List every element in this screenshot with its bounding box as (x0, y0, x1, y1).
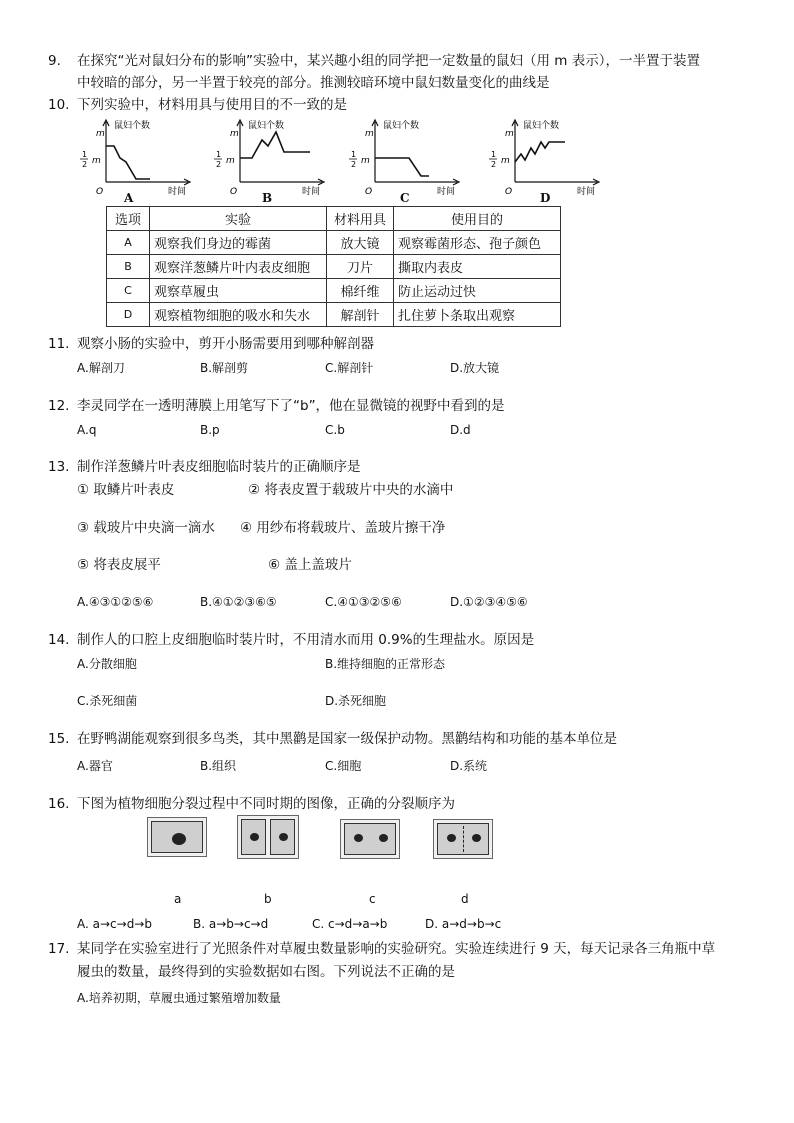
table-header-row (107, 207, 561, 231)
y-axis-label: 鼠妇个数 (523, 121, 560, 131)
q13-option-c: C.④①③②⑤⑥ (325, 595, 402, 609)
cell-label-b: b (264, 892, 272, 906)
q9-text-line2: 中较暗的部分，另一半置于较亮的部分。推测较暗环境中鼠妇数量变化的曲线是 (77, 75, 550, 91)
cell-image-c (340, 819, 400, 859)
q16-number: 16. (48, 796, 70, 812)
q13-step-5: ⑤ 将表皮展平 (77, 557, 161, 573)
half-m-label: m (92, 156, 101, 166)
origin-label: O (365, 187, 373, 196)
q14-option-d: D.杀死细胞 (325, 694, 387, 708)
q12-option-b: B.p (200, 423, 220, 437)
q14-option-c: C.杀死细菌 (77, 694, 138, 708)
q14-text: 制作人的口腔上皮细胞临时装片时，不用清水而用 0.9%的生理盐水。原因是 (77, 632, 535, 648)
table-header-cell: 使用目的 (394, 207, 561, 231)
m-label: m (96, 129, 105, 139)
q9-text-line1: 在探究“光对鼠妇分布的影响”实验中，某兴趣小组的同学把一定数量的鼠妇（用 m 表示），一半置于装置 (77, 53, 700, 69)
q16-option-b: B. a→b→c→d (193, 917, 269, 931)
origin-label: O (230, 187, 238, 196)
q12-option-a: A.q (77, 423, 97, 437)
m-label: m (365, 129, 374, 139)
graph-curve (375, 158, 429, 176)
q16-text: 下图为植物细胞分裂过程中不同时期的图像，正确的分裂顺序为 (77, 796, 455, 812)
q12-option-c: C.b (325, 423, 345, 437)
table-cell: A (107, 231, 150, 255)
table-cell: 观察植物细胞的吸水和失水 (150, 303, 327, 327)
q16-option-a: A. a→c→d→b (77, 917, 152, 931)
q15-option-b: B.组织 (200, 759, 237, 773)
q10-table (106, 206, 561, 327)
half-m-label: m (501, 156, 510, 166)
graph-a (76, 116, 196, 196)
q13-text: 制作洋葱鳞片叶表皮细胞临时装片的正确顺序是 (77, 459, 361, 475)
table-cell: 刀片 (327, 255, 394, 279)
q17-option-a: A.培养初期，草履虫通过繁殖增加数量 (77, 991, 281, 1005)
table-cell: 棉纤维 (327, 279, 394, 303)
graph-curve (515, 142, 565, 162)
y-axis-label: 鼠妇个数 (383, 121, 420, 131)
q10-number: 10. (48, 97, 70, 113)
q13-step-6: ⑥ 盖上盖玻片 (268, 557, 352, 573)
cell-image-d (433, 819, 493, 859)
q13-step-4: ④ 用纱布将载玻片、盖玻片擦干净 (240, 520, 446, 536)
half-denominator: 2 (216, 160, 222, 169)
half-numerator: 1 (491, 150, 497, 159)
x-axis-label: 时间 (437, 187, 456, 196)
graph-b (210, 116, 330, 196)
cell-image-b (237, 815, 299, 859)
table-cell: D (107, 303, 150, 327)
half-numerator: 1 (216, 150, 222, 159)
cell-label-d: d (461, 892, 469, 906)
q17-text-line2: 履虫的数量，最终得到的实验数据如右图。下列说法不正确的是 (77, 964, 455, 980)
m-label: m (505, 129, 514, 139)
graph-option-label: B (262, 191, 273, 205)
q11-text: 观察小肠的实验中，剪开小肠需要用到哪种解剖器 (77, 336, 374, 352)
table-cell: 观察草履虫 (150, 279, 327, 303)
half-denominator: 2 (491, 160, 497, 169)
table-row (107, 255, 561, 279)
q13-option-a: A.④③①②⑤⑥ (77, 595, 154, 609)
q10-text: 下列实验中，材料用具与使用目的不一致的是 (77, 97, 347, 113)
q13-number: 13. (48, 459, 70, 475)
q11-number: 11. (48, 336, 70, 352)
q13-option-b: B.④①②③⑥⑤ (200, 595, 277, 609)
q12-text: 李灵同学在一透明薄膜上用笔写下了“b”，他在显微镜的视野中看到的是 (77, 398, 505, 414)
graph-option-label: A (124, 191, 134, 205)
cell-label-a: a (174, 892, 182, 906)
q14-option-b: B.维持细胞的正常形态 (325, 657, 446, 671)
graph-curve (240, 132, 310, 158)
origin-label: O (505, 187, 513, 196)
m-label: m (230, 129, 239, 139)
q17-text-line1: 某同学在实验室进行了光照条件对草履虫数量影响的实验研究。实验连续进行 9 天，每天记录各三角瓶中草 (77, 941, 716, 957)
q14-option-a: A.分散细胞 (77, 657, 137, 671)
q15-number: 15. (48, 731, 70, 747)
y-axis-label: 鼠妇个数 (248, 121, 285, 131)
q11-option-a: A.解剖刀 (77, 361, 125, 375)
q17-number: 17. (48, 941, 70, 957)
q13-step-1: ① 取鳞片叶表皮 (77, 482, 175, 498)
q15-option-a: A.器官 (77, 759, 113, 773)
table-row (107, 231, 561, 255)
q13-option-d: D.①②③④⑤⑥ (450, 595, 528, 609)
graph-curve (106, 146, 150, 179)
table-cell: 扎住萝卜条取出观察 (394, 303, 561, 327)
graph-option-label: C (400, 191, 410, 205)
table-cell: 放大镜 (327, 231, 394, 255)
table-cell: B (107, 255, 150, 279)
origin-label: O (96, 187, 104, 196)
table-cell: 观察霉菌形态、孢子颜色 (394, 231, 561, 255)
half-m-label: m (226, 156, 235, 166)
q15-text: 在野鸭湖能观察到很多鸟类，其中黑鹳是国家一级保护动物。黑鹳结构和功能的基本单位是 (77, 731, 617, 747)
half-denominator: 2 (82, 160, 88, 169)
table-cell: C (107, 279, 150, 303)
q12-number: 12. (48, 398, 70, 414)
y-axis-label: 鼠妇个数 (114, 121, 151, 131)
table-row (107, 279, 561, 303)
q11-option-b: B.解剖剪 (200, 361, 249, 375)
q13-step-3: ③ 载玻片中央滴一滴水 (77, 520, 215, 536)
table-cell: 观察我们身边的霉菌 (150, 231, 327, 255)
table-header-cell: 选项 (107, 207, 150, 231)
q11-option-c: C.解剖针 (325, 361, 374, 375)
table-header-cell: 实验 (150, 207, 327, 231)
table-row (107, 303, 561, 327)
cell-image-a (147, 817, 207, 857)
q9-number: 9. (48, 53, 61, 69)
table-cell: 撕取内表皮 (394, 255, 561, 279)
half-numerator: 1 (351, 150, 357, 159)
q16-option-c: C. c→d→a→b (312, 917, 388, 931)
half-numerator: 1 (82, 150, 88, 159)
table-cell: 解剖针 (327, 303, 394, 327)
q15-option-c: C.细胞 (325, 759, 362, 773)
graph-d (485, 116, 605, 196)
x-axis-label: 时间 (577, 187, 596, 196)
cell-label-c: c (369, 892, 376, 906)
graph-option-label: D (540, 191, 551, 205)
q14-number: 14. (48, 632, 70, 648)
table-header-cell: 材料用具 (327, 207, 394, 231)
q12-option-d: D.d (450, 423, 471, 437)
table-cell: 防止运动过快 (394, 279, 561, 303)
q16-option-d: D. a→d→b→c (425, 917, 502, 931)
x-axis-label: 时间 (302, 187, 321, 196)
x-axis-label: 时间 (168, 187, 187, 196)
q13-step-2: ② 将表皮置于载玻片中央的水滴中 (248, 482, 454, 498)
half-denominator: 2 (351, 160, 357, 169)
q11-option-d: D.放大镜 (450, 361, 500, 375)
half-m-label: m (361, 156, 370, 166)
q15-option-d: D.系统 (450, 759, 488, 773)
graph-c (345, 116, 465, 196)
table-cell: 观察洋葱鳞片叶内表皮细胞 (150, 255, 327, 279)
